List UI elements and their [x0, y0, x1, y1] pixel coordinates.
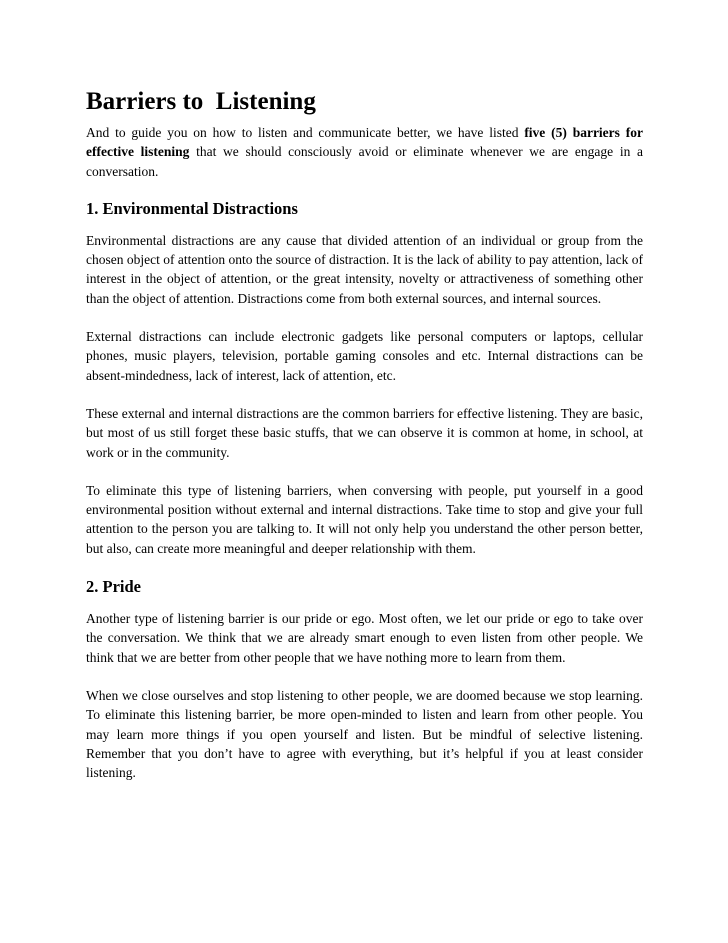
intro-paragraph	[86, 123, 643, 181]
section-heading-environmental-distractions: 1. Environmental Distractions	[86, 198, 298, 218]
intro-text-start: And to guide you on how to listen and communicate better, we have listed	[86, 125, 525, 140]
section-1-paragraph: Environmental distractions are any cause that divided attention of an individual or group from the chosen object of attention onto the source of distraction. It is the lack of ability to pay attention, lack of interest in the object of attention, or the great intensity, novelty or attractiveness of something other than the object of attention. Distractions come from both external sources, and internal sources.	[86, 232, 643, 306]
intro-text-end: that we should consciously avoid or eliminate whenever we are engage in a conversation.	[86, 144, 643, 179]
intro-bold-text: five (5) barriers for effective listening	[86, 125, 643, 160]
section-2-paragraph: When we close ourselves and stop listening to other people, we are doomed because we stop learning. To eliminate this listening barrier, be more open-minded to listen and learn from other people. You may learn more things if you open yourself and listen. But be mindful of selective listening. Remember that you don’t have to agree with everything, but it’s helpful if you at least consider listening.	[86, 687, 643, 781]
section-1-paragraph: These external and internal distractions are the common barriers for effective listening. They are basic, but most of us still forget these basic stuffs, that we can observe it is common at home, in school, at work or in the community.	[86, 405, 643, 460]
document-title: Barriers to Listening	[86, 88, 316, 115]
section-2-paragraph: Another type of listening barrier is our pride or ego. Most often, we let our pride or ego to take over the conversation. We think that we are already smart enough to even listen from other people. We think that we are better from other people that we have nothing more to learn from them.	[86, 611, 643, 665]
section-1-paragraph: To eliminate this type of listening barriers, when conversing with people, put yourself in a good environmental position without external and internal distractions. Take time to stop and give your full attention to the person you are talking to. It will not only help you understand the other person better, but also, can create more meaningful and deeper relationship with them.	[86, 482, 643, 556]
document-page	[86, 88, 643, 801]
section-1-paragraph: External distractions can include electronic gadgets like personal computers or laptops, cellular phones, music players, television, portable gaming consoles and etc. Internal distractions can be absent-mindedness, lack of interest, lack of attention, etc.	[86, 329, 643, 383]
section-heading-pride: 2. Pride	[86, 577, 141, 597]
